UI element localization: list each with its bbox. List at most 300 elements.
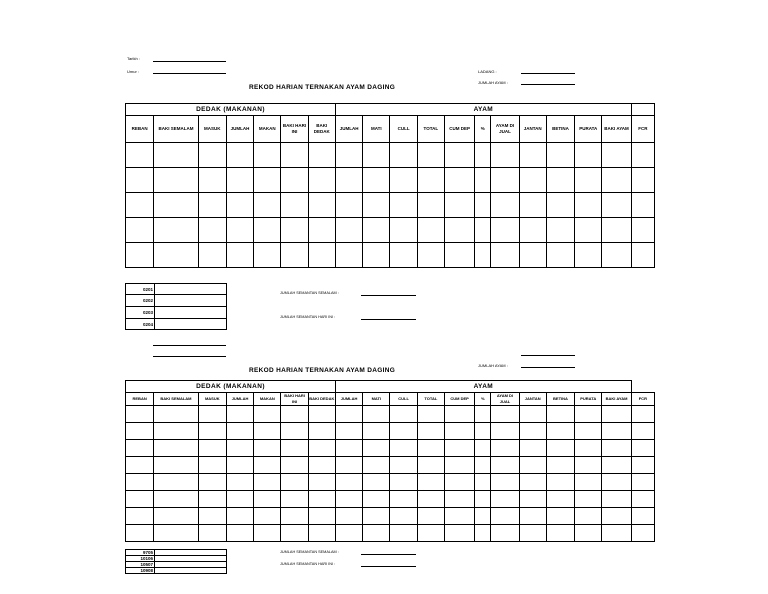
entry-cell[interactable] [444,406,474,423]
entry-cell[interactable] [335,508,362,525]
reban-code: 10908 [126,568,155,574]
entry-cell[interactable] [226,168,253,193]
entry-cell[interactable] [602,423,631,440]
column-header: BETINA [546,116,574,143]
entry-cell[interactable] [126,440,154,457]
entry-cell[interactable] [154,491,198,508]
entry-cell[interactable] [491,193,519,218]
entry-cell[interactable] [126,525,154,542]
column-header: % [475,393,491,406]
entry-cell[interactable] [308,243,335,268]
entry-cell[interactable] [363,508,390,525]
entry-cell[interactable] [602,168,631,193]
entry-cell[interactable] [491,457,519,474]
entry-cell[interactable] [575,508,602,525]
entry-cell[interactable] [546,474,574,491]
entry-cell[interactable] [154,525,198,542]
entry-cell[interactable] [198,491,226,508]
entry-cell[interactable] [226,457,253,474]
entry-cell[interactable] [491,491,519,508]
entry-cell[interactable] [475,143,491,168]
entry-cell[interactable] [198,143,226,168]
entry-cell[interactable] [126,243,154,268]
entry-cell[interactable] [198,457,226,474]
tarikh-label: Tarikh : [127,56,140,61]
entry-cell[interactable] [417,474,444,491]
entry-cell[interactable] [390,168,417,193]
entry-cell[interactable] [254,474,281,491]
entry-cell[interactable] [575,143,602,168]
reban-code-value-cell[interactable] [155,284,227,295]
entry-cell[interactable] [198,218,226,243]
entry-cell[interactable] [281,406,308,423]
entry-cell[interactable] [198,423,226,440]
entry-cell[interactable] [226,243,253,268]
entry-cell[interactable] [126,474,154,491]
column-header: JUMLAH [226,116,253,143]
entry-cell[interactable] [254,491,281,508]
entry-cell[interactable] [363,193,390,218]
entry-cell[interactable] [363,474,390,491]
reban-code-value-cell[interactable] [155,307,227,319]
entry-cell[interactable] [335,474,362,491]
entry-cell[interactable] [363,143,390,168]
entry-cell[interactable] [546,243,574,268]
entry-cell[interactable] [444,168,474,193]
entry-cell[interactable] [475,243,491,268]
entry-cell[interactable] [154,474,198,491]
form1-reban-code-table [125,283,227,330]
entry-cell[interactable] [575,423,602,440]
entry-cell[interactable] [363,491,390,508]
entry-cell[interactable] [444,508,474,525]
entry-cell[interactable] [575,491,602,508]
entry-cell[interactable] [602,474,631,491]
entry-cell[interactable] [335,143,362,168]
column-header-row [126,116,655,143]
entry-cell[interactable] [226,508,253,525]
entry-cell[interactable] [631,168,654,193]
entry-cell[interactable] [126,143,154,168]
column-header: PURATA [575,116,602,143]
entry-cell[interactable] [519,491,546,508]
column-header: BAKI AYAM [602,393,631,406]
reban-code-value-cell[interactable] [155,295,227,307]
entry-cell[interactable] [575,168,602,193]
jumlah-ayam-label: JUMLAH AYAM : [478,80,508,85]
entry-cell[interactable] [154,440,198,457]
entry-cell[interactable] [546,143,574,168]
entry-cell[interactable] [281,525,308,542]
entry-cell[interactable] [491,525,519,542]
column-header: REBAN [126,393,154,406]
tarikh-field[interactable] [153,61,226,62]
entry-cell[interactable] [519,243,546,268]
entry-cell[interactable] [575,525,602,542]
entry-cell[interactable] [491,243,519,268]
entry-cell[interactable] [308,168,335,193]
entry-cell[interactable] [254,508,281,525]
entry-cell[interactable] [519,440,546,457]
form2-title: REKOD HARIAN TERNAKAN AYAM DAGING [249,367,396,374]
entry-cell[interactable] [475,508,491,525]
semantan-semalam-field[interactable] [361,295,416,296]
entry-cell[interactable] [281,218,308,243]
entry-cell[interactable] [575,406,602,423]
entry-cell[interactable] [631,423,654,440]
entry-cell[interactable] [390,143,417,168]
ladang-field[interactable] [521,73,575,74]
entry-cell[interactable] [546,457,574,474]
tarikh-field-2[interactable] [153,345,226,346]
reban-code-value-cell[interactable] [155,568,227,574]
column-header: MASUK [198,116,226,143]
entry-cell[interactable] [491,218,519,243]
entry-cell[interactable] [126,406,154,423]
entry-cell[interactable] [254,457,281,474]
entry-cell[interactable] [631,525,654,542]
entry-cell[interactable] [546,423,574,440]
entry-cell[interactable] [198,474,226,491]
entry-cell[interactable] [154,406,198,423]
entry-cell[interactable] [444,193,474,218]
entry-cell[interactable] [198,525,226,542]
entry-cell[interactable] [254,440,281,457]
form1-record-table [125,103,655,268]
entry-cell[interactable] [444,491,474,508]
entry-cell[interactable] [308,525,335,542]
entry-cell[interactable] [226,193,253,218]
entry-cell[interactable] [475,525,491,542]
entry-cell[interactable] [308,143,335,168]
entry-cell[interactable] [444,474,474,491]
entry-cell[interactable] [154,168,198,193]
entry-cell[interactable] [575,474,602,491]
umur-field[interactable] [153,73,226,74]
entry-cell[interactable] [226,143,253,168]
entry-cell[interactable] [631,440,654,457]
reban-code: 10507 [126,562,155,568]
entry-cell[interactable] [390,474,417,491]
entry-cell[interactable] [519,218,546,243]
entry-cell[interactable] [226,423,253,440]
entry-cell[interactable] [631,218,654,243]
column-header: CUM DEP [444,116,474,143]
entry-cell[interactable] [154,457,198,474]
entry-cell[interactable] [417,193,444,218]
entry-cell[interactable] [154,508,198,525]
entry-cell[interactable] [519,474,546,491]
form2-reban-code-table [125,549,227,574]
entry-cell[interactable] [198,193,226,218]
entry-cell[interactable] [475,440,491,457]
entry-cell[interactable] [519,193,546,218]
entry-cell[interactable] [546,218,574,243]
entry-cell[interactable] [308,491,335,508]
entry-cell[interactable] [335,491,362,508]
semantan-hari-ini-label: JUMLAH SEMANTAN HARI INI : [280,315,336,319]
entry-cell[interactable] [631,143,654,168]
column-header: CUM DEP [444,393,474,406]
reban-code: 0203 [126,307,155,319]
umur-field-2[interactable] [153,356,226,357]
entry-cell[interactable] [575,193,602,218]
entry-cell[interactable] [602,525,631,542]
table-row [126,491,655,508]
entry-cell[interactable] [602,440,631,457]
entry-cell[interactable] [631,406,654,423]
entry-cell[interactable] [281,457,308,474]
entry-cell[interactable] [308,474,335,491]
entry-cell[interactable] [602,218,631,243]
entry-cell[interactable] [491,423,519,440]
entry-cell[interactable] [602,243,631,268]
entry-cell[interactable] [281,423,308,440]
entry-cell[interactable] [491,474,519,491]
entry-cell[interactable] [308,423,335,440]
entry-cell[interactable] [417,168,444,193]
entry-cell[interactable] [631,491,654,508]
entry-cell[interactable] [281,440,308,457]
section-ayam-header: AYAM [335,104,631,116]
entry-cell[interactable] [226,491,253,508]
reban-code-value-cell[interactable] [155,319,227,330]
reban-code: 10106 [126,556,155,562]
entry-cell[interactable] [546,440,574,457]
entry-cell[interactable] [417,440,444,457]
jumlah-ayam-field-2[interactable] [521,367,575,368]
column-header: TOTAL [417,393,444,406]
entry-cell[interactable] [154,218,198,243]
entry-cell[interactable] [475,474,491,491]
entry-cell[interactable] [154,193,198,218]
jumlah-ayam-label-2: JUMLAH AYAM : [478,363,508,368]
entry-cell[interactable] [281,143,308,168]
entry-cell[interactable] [491,508,519,525]
entry-cell[interactable] [519,143,546,168]
entry-cell[interactable] [390,440,417,457]
entry-cell[interactable] [390,243,417,268]
entry-cell[interactable] [363,440,390,457]
entry-cell[interactable] [226,474,253,491]
entry-cell[interactable] [444,525,474,542]
entry-cell[interactable] [126,168,154,193]
entry-cell[interactable] [575,218,602,243]
entry-cell[interactable] [491,143,519,168]
entry-cell[interactable] [519,168,546,193]
entry-cell[interactable] [519,508,546,525]
entry-cell[interactable] [126,423,154,440]
entry-cell[interactable] [390,525,417,542]
entry-cell[interactable] [519,525,546,542]
entry-cell[interactable] [631,193,654,218]
jumlah-ayam-field[interactable] [521,84,575,85]
entry-cell[interactable] [475,406,491,423]
entry-cell[interactable] [281,193,308,218]
entry-cell[interactable] [154,143,198,168]
entry-cell[interactable] [602,491,631,508]
entry-cell[interactable] [363,423,390,440]
entry-cell[interactable] [390,406,417,423]
entry-cell[interactable] [308,440,335,457]
entry-cell[interactable] [335,423,362,440]
entry-cell[interactable] [335,440,362,457]
column-header: MASUK [198,393,226,406]
entry-cell[interactable] [226,218,253,243]
entry-cell[interactable] [154,243,198,268]
entry-cell[interactable] [631,508,654,525]
table-row [126,193,655,218]
entry-cell[interactable] [254,193,281,218]
semantan-hari-ini-field[interactable] [361,319,416,320]
entry-cell[interactable] [198,508,226,525]
entry-cell[interactable] [281,491,308,508]
column-header: CULL [390,393,417,406]
entry-cell[interactable] [254,218,281,243]
entry-cell[interactable] [390,193,417,218]
entry-cell[interactable] [475,218,491,243]
entry-cell[interactable] [546,406,574,423]
entry-cell[interactable] [390,508,417,525]
entry-cell[interactable] [602,193,631,218]
entry-cell[interactable] [417,525,444,542]
entry-cell[interactable] [226,440,253,457]
entry-cell[interactable] [254,406,281,423]
entry-cell[interactable] [363,168,390,193]
column-header: BAKI DEDAK [308,116,335,143]
entry-cell[interactable] [475,193,491,218]
entry-cell[interactable] [444,243,474,268]
entry-cell[interactable] [575,457,602,474]
entry-cell[interactable] [417,508,444,525]
semantan-semalam-field-2[interactable] [361,554,416,555]
entry-cell[interactable] [519,457,546,474]
entry-cell[interactable] [198,243,226,268]
entry-cell[interactable] [546,168,574,193]
entry-cell[interactable] [444,218,474,243]
entry-cell[interactable] [281,243,308,268]
entry-cell[interactable] [281,168,308,193]
entry-cell[interactable] [417,243,444,268]
entry-cell[interactable] [335,243,362,268]
entry-cell[interactable] [417,457,444,474]
entry-cell[interactable] [602,143,631,168]
entry-cell[interactable] [390,457,417,474]
entry-cell[interactable] [363,457,390,474]
entry-cell[interactable] [602,508,631,525]
entry-cell[interactable] [126,508,154,525]
entry-cell[interactable] [602,406,631,423]
entry-cell[interactable] [308,508,335,525]
entry-cell[interactable] [335,168,362,193]
entry-cell[interactable] [254,525,281,542]
entry-cell[interactable] [491,406,519,423]
blank-header-cell [631,104,654,116]
entry-cell[interactable] [363,525,390,542]
entry-cell[interactable] [126,491,154,508]
entry-cell[interactable] [444,143,474,168]
entry-cell[interactable] [254,143,281,168]
blank-header-cell [631,381,654,393]
entry-cell[interactable] [126,218,154,243]
entry-cell[interactable] [198,168,226,193]
entry-cell[interactable] [444,423,474,440]
entry-cell[interactable] [390,218,417,243]
entry-cell[interactable] [546,491,574,508]
entry-cell[interactable] [335,193,362,218]
entry-cell[interactable] [491,168,519,193]
entry-cell[interactable] [444,440,474,457]
entry-cell[interactable] [226,525,253,542]
entry-cell[interactable] [254,168,281,193]
reban-code: 9705 [126,550,155,556]
entry-cell[interactable] [575,440,602,457]
entry-cell[interactable] [390,423,417,440]
entry-cell[interactable] [417,143,444,168]
entry-cell[interactable] [254,423,281,440]
entry-cell[interactable] [126,457,154,474]
entry-cell[interactable] [308,406,335,423]
entry-cell[interactable] [631,457,654,474]
entry-cell[interactable] [281,508,308,525]
entry-cell[interactable] [602,457,631,474]
entry-cell[interactable] [335,457,362,474]
entry-cell[interactable] [335,525,362,542]
entry-cell[interactable] [417,218,444,243]
entry-cell[interactable] [444,457,474,474]
entry-cell[interactable] [475,423,491,440]
entry-cell[interactable] [308,457,335,474]
entry-cell[interactable] [363,218,390,243]
entry-cell[interactable] [198,406,226,423]
entry-cell[interactable] [417,491,444,508]
entry-cell[interactable] [475,457,491,474]
entry-cell[interactable] [308,218,335,243]
entry-cell[interactable] [281,474,308,491]
entry-cell[interactable] [335,218,362,243]
ladang-field-2[interactable] [521,355,575,356]
table-row [126,525,655,542]
entry-cell[interactable] [417,423,444,440]
entry-cell[interactable] [254,243,281,268]
entry-cell[interactable] [363,243,390,268]
entry-cell[interactable] [546,193,574,218]
entry-cell[interactable] [335,406,362,423]
entry-cell[interactable] [575,243,602,268]
entry-cell[interactable] [631,243,654,268]
entry-cell[interactable] [491,440,519,457]
entry-cell[interactable] [546,525,574,542]
entry-cell[interactable] [475,168,491,193]
semantan-hari-ini-field-2[interactable] [361,566,416,567]
entry-cell[interactable] [519,406,546,423]
entry-cell[interactable] [631,474,654,491]
entry-cell[interactable] [363,406,390,423]
entry-cell[interactable] [308,193,335,218]
reban-code: 0204 [126,319,155,330]
entry-cell[interactable] [198,440,226,457]
table-row [126,474,655,491]
entry-cell[interactable] [126,193,154,218]
entry-cell[interactable] [475,491,491,508]
entry-cell[interactable] [154,423,198,440]
entry-cell[interactable] [546,508,574,525]
entry-cell[interactable] [417,406,444,423]
entry-cell[interactable] [390,491,417,508]
entry-cell[interactable] [519,423,546,440]
entry-cell[interactable] [226,406,253,423]
column-header: PURATA [575,393,602,406]
